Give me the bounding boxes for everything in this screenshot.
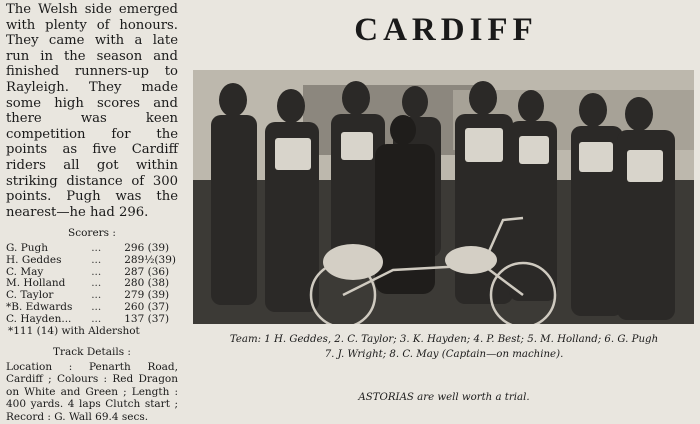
scorers-footnote: *111 (14) with Aldershot [8, 325, 140, 338]
scorer-leader-dots: ... [91, 300, 102, 313]
caption-line-1: Team: 1 H. Geddes, 2. C. Taylor; 3. K. Hayden; 4. P. Best; 5. M. Holland; 6. G. Pugh [229, 334, 659, 345]
scorer-points: 137 (37) [124, 312, 170, 325]
scorer-name: *B. Edwards [6, 300, 73, 313]
track-details-heading: Track Details : [53, 346, 131, 359]
scorers-heading: Scorers : [68, 227, 116, 240]
team-photo-illustration [193, 70, 694, 324]
scorer-name: C. Taylor [6, 289, 54, 302]
page-title: CARDIFF [354, 12, 538, 48]
scorer-row [6, 255, 176, 267]
scorer-points: 279 (39) [124, 289, 170, 302]
caption-line-2: 7. J. Wright; 8. C. May (Captain—on machine). [324, 349, 564, 360]
scorer-points: 296 (39) [124, 241, 170, 254]
scorers-table [6, 243, 176, 326]
team-photo [193, 70, 694, 324]
scorer-leader-dots: ... [91, 241, 102, 254]
scorer-name: H. Geddes [6, 253, 62, 266]
scorer-row [6, 243, 176, 255]
scorer-leader-dots: ... [91, 312, 102, 325]
scorer-name: M. Holland [6, 277, 66, 290]
scorer-points: 280 (38) [124, 277, 170, 290]
scorer-leader-dots: ... [91, 253, 102, 266]
scorer-leader-dots: ... [91, 265, 102, 278]
intro-paragraph: The Welsh side emerged with plenty of honours. They came with a late run in the season and finished runners-up to Rayleigh. They made some high scores and there was keen competition for the points as five Cardiff riders all got within striking distance of 300 points. Pugh was the nearest—he had 296. [6, 2, 178, 220]
scorer-name: C. May [6, 265, 44, 278]
scorer-points: 287 (36) [124, 265, 170, 278]
scorer-leader-dots: ... [91, 277, 102, 290]
team-caption [196, 332, 692, 362]
scorer-points: 260 (37) [124, 300, 170, 313]
scorer-row [6, 302, 176, 314]
left-column [6, 2, 178, 423]
scorer-leader-dots: ... [91, 289, 102, 302]
scorer-points: 289½(39) [124, 253, 176, 266]
scorer-name: C. Hayden... [6, 312, 72, 325]
advert-tagline: ASTORIAS are well worth a trial. [358, 392, 530, 403]
scorer-row [6, 314, 176, 326]
track-details-text: Location : Penarth Road, Cardiff ; Colours : Red Dragon on White and Green ; Length : 400 yards. 4 laps Clutch start ; Record : G. Wall 69.4 secs. [6, 361, 178, 423]
scorer-name: G. Pugh [6, 241, 48, 254]
